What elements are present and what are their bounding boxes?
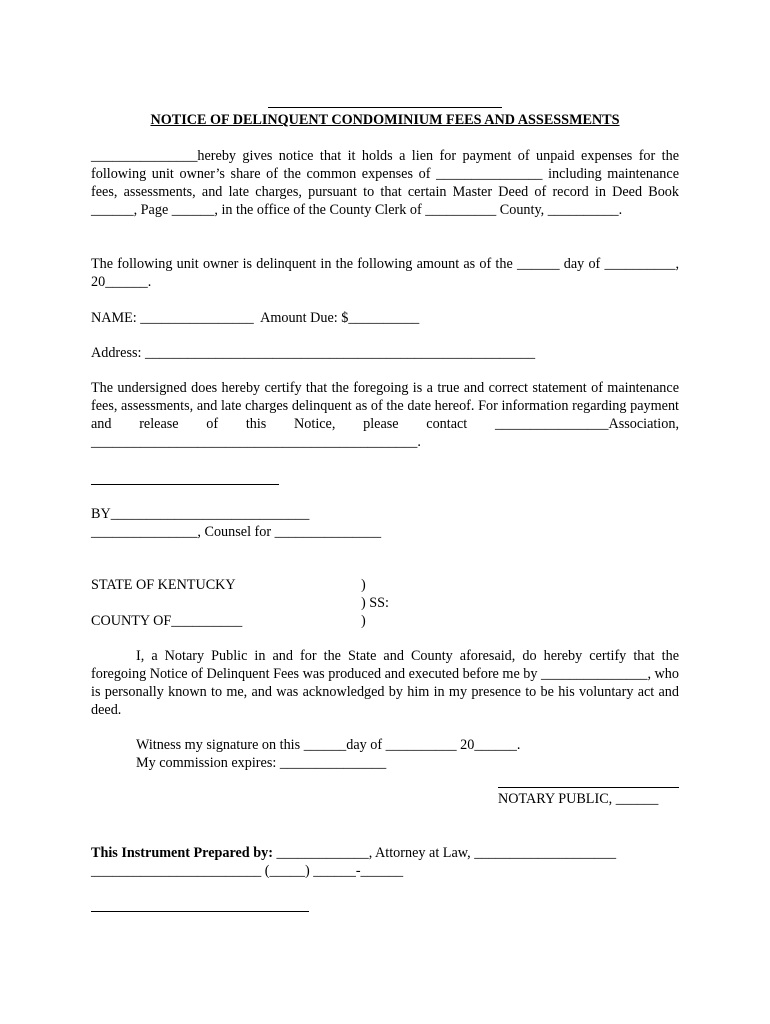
address-line: Address: _______________________________________________________ [91,345,536,361]
delinquency-paragraph [91,255,679,291]
phone-line: ________________________ (_____) ______-______ [91,863,404,879]
lien-notice-text: _______________hereby gives notice that it holds a lien for payment of unpaid expenses for the following unit owner’s share of the common expenses of _______________ including maintenance fees, assessments, and late charges, pursuant to that certain Master Deed of record in Deed Book ______, Page ______, in the office of the County Clerk of __________ County, __________. [91,148,679,218]
witness-line: Witness my signature on this ______day of __________ 20______. [136,737,521,753]
venue-ss: ) SS: [361,595,389,611]
venue-bracket-top: ) [361,577,366,593]
signature-line [91,484,279,485]
notary-paragraph [91,647,679,719]
county-label: COUNTY OF__________ [91,613,243,629]
notary-signature-line [498,787,679,788]
by-line: BY____________________________ [91,506,310,522]
notary-text: I, a Notary Public in and for the State and County aforesaid, do hereby certify that the foregoing Notice of Delinquent Fees was produced and executed before me by _______________, who is personally known to me, and was acknowledged by him in my presence to be his voluntary act and deed. [91,648,679,718]
certification-text: The undersigned does hereby certify that the foregoing is a true and correct statement of maintenance fees, assessments, and late charges delinquent as of the date hereof. For information regarding payment and release of this Notice, please contact ________________Association, ______________________________________________. [91,380,679,450]
counsel-line: _______________, Counsel for _______________ [91,524,382,540]
lien-notice-paragraph [91,147,679,219]
prepared-by-label: This Instrument Prepared by: [91,845,273,861]
prepared-by-attorney: _____________, Attorney at Law, ____________________ [272,845,617,861]
notary-public-label: NOTARY PUBLIC, ______ [498,791,659,807]
title-signature-line [268,107,502,108]
state-label: STATE OF KENTUCKY [91,577,236,593]
prepared-by-line [91,844,616,862]
certification-paragraph [91,379,679,451]
commission-line: My commission expires: _______________ [136,755,387,771]
document-title: NOTICE OF DELINQUENT CONDOMINIUM FEES AND ASSESSMENTS [150,112,620,128]
delinquency-text: The following unit owner is delinquent in the following amount as of the ______ day of __________, 20______. [91,256,679,290]
name-amount-line: NAME: ________________ Amount Due: $__________ [91,310,420,326]
bottom-signature-line [91,911,309,912]
venue-bracket-bottom: ) [361,613,366,629]
